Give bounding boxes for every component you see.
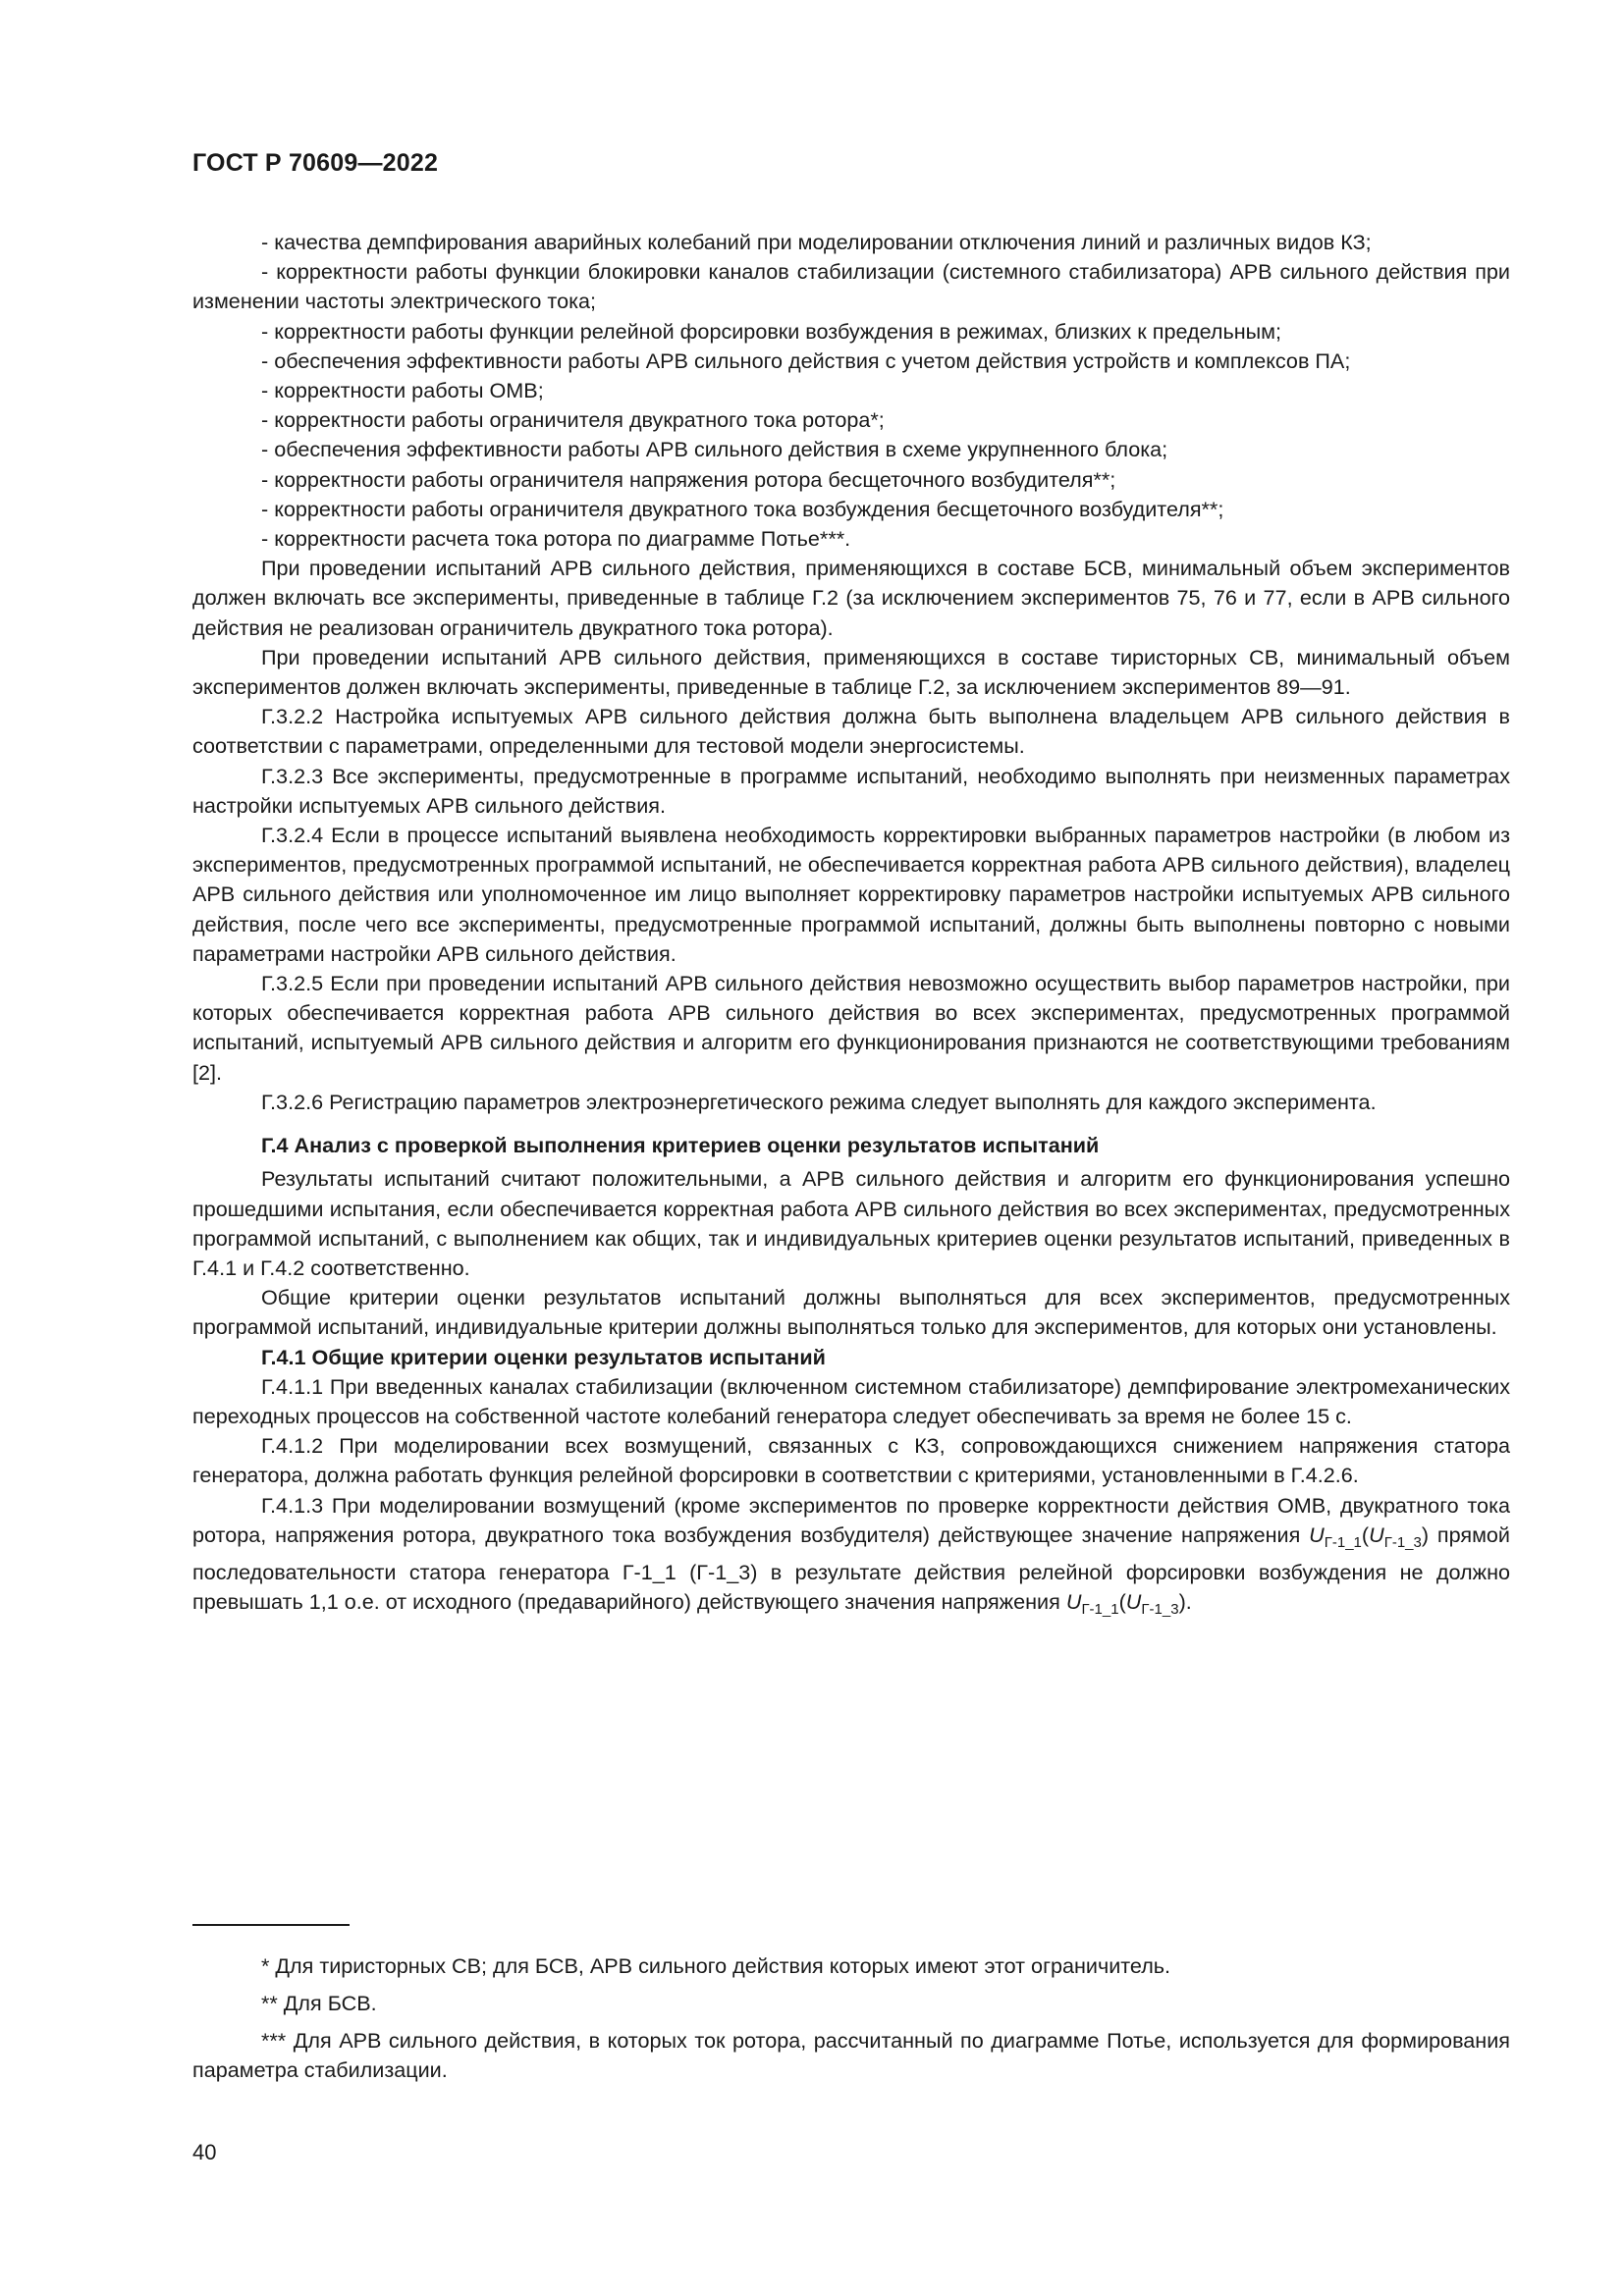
- subscript-g13: Г-1_3: [1383, 1533, 1422, 1551]
- clause-g322: Г.3.2.2 Настройка испытуемых АРВ сильного действия должна быть выполнена владельцем АРВ сильного действия в соответствии с параметрами, определенными для тестовой модели энергосистемы.: [192, 704, 1510, 759]
- list-item: - корректности работы функции релейной форсировки возбуждения в режимах, близких к предельным;: [261, 318, 1282, 344]
- clause-g326: Г.3.2.6 Регистрацию параметров электроэнергетического режима следует выполнять для каждого эксперимента.: [261, 1089, 1377, 1114]
- paren-open: (: [1118, 1589, 1126, 1615]
- list-item: - качества демпфирования аварийных колебаний при моделировании отключения линий и различных видов КЗ;: [261, 230, 1372, 254]
- page-number: 40: [192, 2140, 217, 2164]
- list-item: - корректности работы ограничителя напряжения ротора бесщеточного возбудителя**;: [261, 466, 1116, 492]
- list-item: - корректности расчета тока ротора по диаграмме Потье***.: [261, 526, 851, 552]
- list-item: - корректности работы ОМВ;: [261, 378, 544, 403]
- voltage-symbol: U: [1369, 1522, 1384, 1547]
- subscript-g11: Г-1_1: [1324, 1533, 1362, 1551]
- voltage-symbol: U: [1309, 1522, 1325, 1547]
- voltage-symbol: U: [1125, 1589, 1142, 1615]
- paren-close: ): [1421, 1522, 1430, 1547]
- clause-g413-text-b: прямой последовательности статора генератора Г-1_1 (Г-1_3) в результате действия релейной форсировки возбуждения не должно превышать 1,1 о.е. от исходного (предаварийного) действующего значения напряжения: [192, 1522, 1510, 1615]
- clause-g323: Г.3.2.3 Все эксперименты, предусмотренные в программе испытаний, необходимо выполнять при неизменных параметрах настройки испытуемых АРВ сильного действия.: [192, 763, 1510, 818]
- voltage-symbol: U: [1065, 1589, 1082, 1615]
- paren-open: (: [1361, 1522, 1370, 1547]
- list-item: - обеспечения эффективности работы АРВ сильного действия с учетом действия устройств и комплексов ПА;: [261, 347, 1351, 373]
- list-item: - обеспечения эффективности работы АРВ сильного действия в схеме укрупненного блока;: [261, 437, 1168, 462]
- clause-g413: [192, 1491, 1510, 1626]
- footnotes: [192, 1951, 1510, 2093]
- footnote: *** Для АРВ сильного действия, в которых ток ротора, рассчитанный по диаграмме Потье, используется для формирования параметра стабилизации.: [192, 2028, 1510, 2082]
- footnote: * Для тиристорных СВ; для БСВ, АРВ сильного действия которых имеют этот ограничитель.: [261, 1953, 1171, 1978]
- clause-g412: Г.4.1.2 При моделировании всех возмущений, связанных с КЗ, сопровождающихся снижением напряжения статора генератора, должна работать функция релейной форсировки в соответствии с критериями, установленными в Г.4.2.6.: [192, 1433, 1510, 1488]
- clause-g413-end: .: [1185, 1589, 1192, 1615]
- paragraph-tsv: При проведении испытаний АРВ сильного действия, применяющихся в составе тиристорных СВ, минимальный объем экспериментов должен включать эксперименты, приведенные в таблице Г.2, за исключением экспериментов 89—91.: [192, 644, 1510, 700]
- paren-close: ): [1178, 1589, 1186, 1615]
- subscript-g11: Г-1_1: [1081, 1601, 1119, 1619]
- section-heading-g41: Г.4.1 Общие критерии оценки результатов испытаний: [261, 1344, 826, 1369]
- clause-g411: Г.4.1.1 При введенных каналах стабилизации (включенном системном стабилизаторе) демпфирование электромеханических переходных процессов на собственной частоте колебаний генератора следует обеспечивать за время не более 15 с.: [192, 1373, 1510, 1428]
- paragraph-bsv: При проведении испытаний АРВ сильного действия, применяющихся в составе БСВ, минимальный объем экспериментов должен включать все эксперименты, приведенные в таблице Г.2 (за исключением экспериментов 75, 76 и 77, если в АРВ сильного действия не реализован ограничитель двукратного тока ротора).: [192, 556, 1510, 640]
- document-header: ГОСТ Р 70609—2022: [192, 149, 439, 177]
- section-heading-g4: Г.4 Анализ с проверкой выполнения критериев оценки результатов испытаний: [261, 1133, 1100, 1158]
- list-item: - корректности работы ограничителя двукратного тока возбуждения бесщеточного возбудителя**;: [261, 496, 1224, 521]
- paragraph-g4-2: Общие критерии оценки результатов испытаний должны выполняться для всех экспериментов, предусмотренных программой испытаний, индивидуальные критерии должны выполняться только для экспериментов, для которых они установлены.: [192, 1285, 1510, 1340]
- document-body: [192, 228, 1510, 1625]
- clause-g324: Г.3.2.4 Если в процессе испытаний выявлена необходимость корректировки выбранных параметров настройки (в любом из экспериментов, предусмотренных программой испытаний, не обеспечивается корректная работа АРВ сильного действия), владелец АРВ сильного действия или уполномоченное им лицо выполняет корректировку параметров настройки испытуемых АРВ сильного действия, после чего все эксперименты, предусмотренные программой испытаний, должны быть выполнены повторно с новыми параметрами настройки АРВ сильного действия.: [192, 823, 1510, 966]
- footnote: ** Для БСВ.: [261, 1991, 377, 2015]
- list-item: - корректности работы ограничителя двукратного тока ротора*;: [261, 407, 885, 433]
- footnote-separator: [192, 1924, 350, 1926]
- clause-g413-text-a: Г.4.1.3 При моделировании возмущений (кроме экспериментов по проверке корректности действия ОМВ, двукратного тока ротора, напряжения ротора, двукратного тока возбуждения возбудителя) действующее значение напряжения: [192, 1492, 1510, 1547]
- clause-g325: Г.3.2.5 Если при проведении испытаний АРВ сильного действия невозможно осуществить выбор параметров настройки, при которых обеспечивается корректная работа АРВ сильного действия во всех экспериментах, предусмотренных программой испытаний, испытуемый АРВ сильного действия и алгоритм его функционирования признаются не соответствующими требованиям [2].: [192, 971, 1510, 1085]
- subscript-g13: Г-1_3: [1141, 1601, 1179, 1619]
- paragraph-g4-1: Результаты испытаний считают положительными, а АРВ сильного действия и алгоритм его функционирования успешно прошедшими испытания, если обеспечивается корректная работа АРВ сильного действия во всех экспериментах, предусмотренных программой испытаний, с выполнением как общих, так и индивидуальных критериев оценки результатов испытаний, приведенных в Г.4.1 и Г.4.2 соответственно.: [192, 1166, 1510, 1280]
- list-item: - корректности работы функции блокировки каналов стабилизации (системного стабилизатора) АРВ сильного действия при изменении частоты электрического тока;: [192, 259, 1510, 314]
